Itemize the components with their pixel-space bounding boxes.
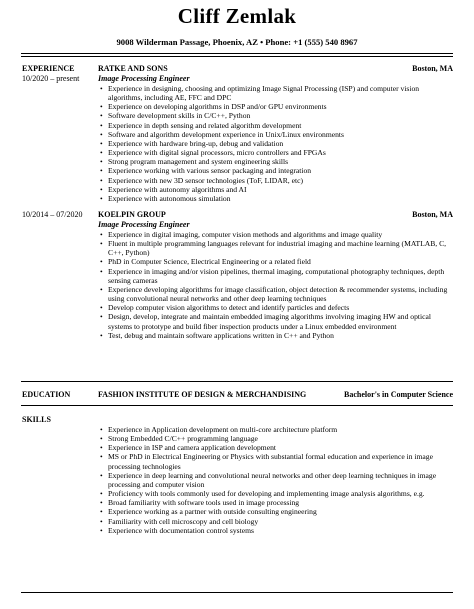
list-item: • Experience working with various sensor packaging and integration [99,166,454,175]
job-bullets [99,84,454,203]
job-location: Boston, MA [412,64,453,73]
list-item: • Proficiency with tools commonly used for developing and implementing image analysis algorithms, e.g. [99,489,454,498]
list-item: • Test, debug and maintain software applications written in C++ and Python [99,331,454,340]
list-item: • Develop computer vision algorithms to detect and identify particles and defects [99,303,454,312]
experience-section-label: EXPERIENCE [22,64,75,73]
education-section-label: EDUCATION [22,390,71,399]
list-item: • Experience with hardware bring-up, debug and validation [99,139,454,148]
list-item: • Experience working as a partner with outside consulting engineering [99,507,454,516]
job-company: RATKE AND SONS [98,64,168,73]
list-item: • Experience in depth sensing and related algorithm development [99,121,454,130]
list-item: • Broad familiarity with software tools used in image processing [99,498,454,507]
list-item: • Experience in imaging and/or vision pipelines, thermal imaging, computational photography techniques, depth sensing cameras [99,267,454,285]
list-item: • Software development skills in C/C++, Python [99,111,454,120]
list-item: • Experience in digital imaging, computer vision methods and algorithms and image quality [99,230,454,239]
list-item: • Experience with digital signal processors, micro controllers and FPGAs [99,148,454,157]
job-dates: 10/2014 – 07/2020 [22,210,83,219]
job-location: Boston, MA [412,210,453,219]
list-item: • Experience on developing algorithms in DSP and/or GPU environments [99,102,454,111]
degree-name: Bachelor's in Computer Science [344,390,453,399]
list-item: • Design, develop, integrate and maintain embedded imaging algorithms involving imaging HW and optical systems to prototype and build fiber inspection products under a Linux embedded environment [99,312,454,330]
list-item: • Experience in deep learning and convolutional neural networks and other deep learning techniques in image processing and computer vision [99,471,454,489]
job-title: Image Processing Engineer [98,220,190,229]
school-name: FASHION INSTITUTE OF DESIGN & MERCHANDISING [98,390,307,399]
skills-bullets [99,425,454,535]
list-item: • Strong Embedded C/C++ programming language [99,434,454,443]
footer-divider [21,592,453,593]
list-item: • PhD in Computer Science, Electrical Engineering or a related field [99,257,454,266]
job-company: KOELPIN GROUP [98,210,166,219]
list-item: • MS or PhD in Electrical Engineering or Physics with substantial formal education and experience in image processing technologies [99,452,454,470]
list-item: • Experience with autonomy algorithms and AI [99,185,454,194]
list-item: • Strong program management and system engineering skills [99,157,454,166]
section-divider [21,405,453,406]
list-item: • Experience with autonomous simulation [99,194,454,203]
list-item: • Experience developing algorithms for image classification, object detection & recommender systems, including using convolutional neural networks and other deep learning techniques [99,285,454,303]
list-item: • Experience in ISP and camera application development [99,443,454,452]
candidate-name: Cliff Zemlak [177,4,297,28]
list-item: • Familiarity with cell microscopy and cell biology [99,517,454,526]
job-bullets [99,230,454,340]
list-item: • Experience with new 3D sensor technologies (ToF, LIDAR, etc) [99,176,454,185]
list-item: • Software and algorithm development experience in Unix/Linux environments [99,130,454,139]
list-item: • Experience with documentation control systems [99,526,454,535]
skills-section-label: SKILLS [22,415,51,424]
contact-line: 9008 Wilderman Passage, Phoenix, AZ • Phone: +1 (555) 540 8967 [116,37,358,47]
list-item: • Experience in Application development on multi-core architecture platform [99,425,454,434]
list-item: • Experience in designing, choosing and optimizing Image Signal Processing (ISP) and computer vision algorithms, including AE, FFC and DPC [99,84,454,102]
list-item: • Fluent in multiple programming languages relevant for industrial imaging and machine learning (MATLAB, C, C++, Python) [99,239,454,257]
header-divider-secondary [21,56,453,57]
section-divider [21,381,453,382]
header-divider [21,53,453,54]
job-title: Image Processing Engineer [98,74,190,83]
job-dates: 10/2020 – present [22,74,80,83]
